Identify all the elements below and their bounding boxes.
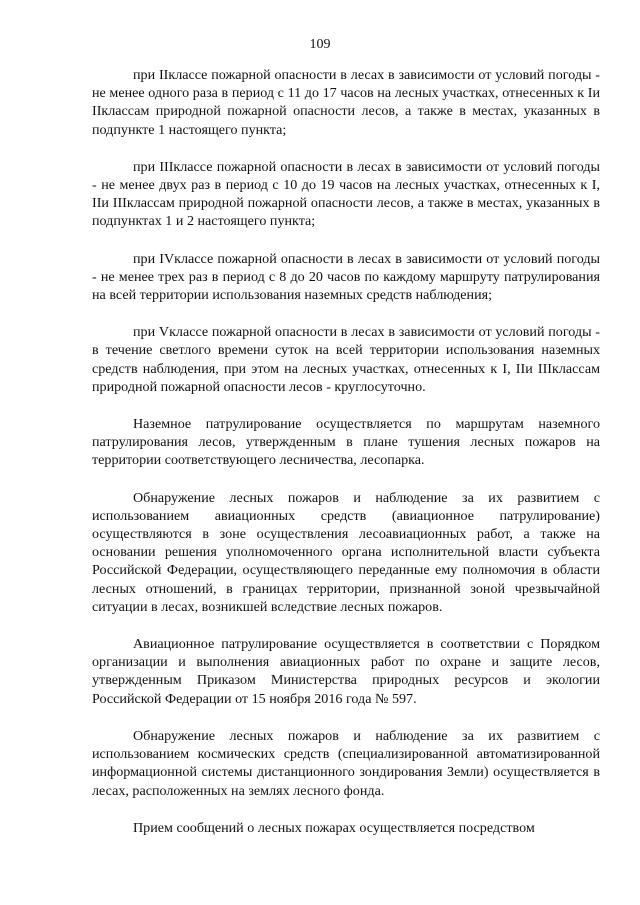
paragraph-class-2-patrol: при IIклассе пожарной опасности в лесах в зависимости от условий погоды - не менее одного раза в период с 11 до 17 часов на лесных участках, отнесенных к Iи IIклассам природной пожарной опасности лесов, а также в местах, указанных в подпункте 1 настоящего пункта;: [92, 67, 600, 138]
paragraph-class-5-patrol: при Vклассе пожарной опасности в лесах в зависимости от условий погоды - в течение светлого времени суток на всей территории использования наземных средств наблюдения, при этом на лесных участках, отнесенных к I, IIи IIIклассам природной пожарной опасности лесов - круглосуточно.: [92, 324, 600, 395]
paragraph-space-detection: Обнаружение лесных пожаров и наблюдение за их развитием с использованием космических средств (специализированной автоматизированной информационной системы дистанционного зондирования Земли) осуществляется в лесах, расположенных на землях лесного фонда.: [92, 727, 600, 799]
paragraph-aviation-detection: Обнаружение лесных пожаров и наблюдение за их развитием с использованием авиационных средств (авиационное патрулирование) осуществляются в зоне осуществления лесоавиационных работ, а также на основании решения уполномоченного органа исполнительной власти субъекта Российской Федерации, осуществляющего переданные ему полномочия в области лесных отношений, в границах территории, признанной зоной чрезвычайной ситуации в лесах, возникшей вследствие лесных пожаров.: [92, 489, 600, 615]
paragraph-fire-reports: Прием сообщений о лесных пожарах осуществляется посредством: [133, 819, 535, 836]
paragraph-class-4-patrol: при IVклассе пожарной опасности в лесах в зависимости от условий погоды - не менее трех раз в период с 8 до 20 часов по каждому маршруту патрулирования на всей территории использования наземных средств наблюдения;: [92, 250, 600, 304]
paragraph-aviation-patrol: Авиационное патрулирование осуществляется в соответствии с Порядком организации и выполнения авиационных работ по охране и защите лесов, утвержденным Приказом Министерства природных ресурсов и экологии Российской Федерации от 15 ноября 2016 года № 597.: [92, 636, 600, 707]
paragraph-ground-patrol: Наземное патрулирование осуществляется по маршрутам наземного патрулирования лесов, утвержденным в плане тушения лесных пожаров на территории соответствующего лесничества, лесопарка.: [92, 416, 600, 469]
document-body: [92, 66, 600, 837]
page-number: 109: [309, 37, 331, 52]
paragraph-class-3-patrol: при IIIклассе пожарной опасности в лесах в зависимости от условий погоды - не менее двух раз в период с 10 до 19 часов на лесных участках, отнесенных к I, IIи IIIклассам природной пожарной опасности лесов, а также в местах, указанных в подпунктах 1 и 2 настоящего пункта;: [92, 158, 600, 230]
